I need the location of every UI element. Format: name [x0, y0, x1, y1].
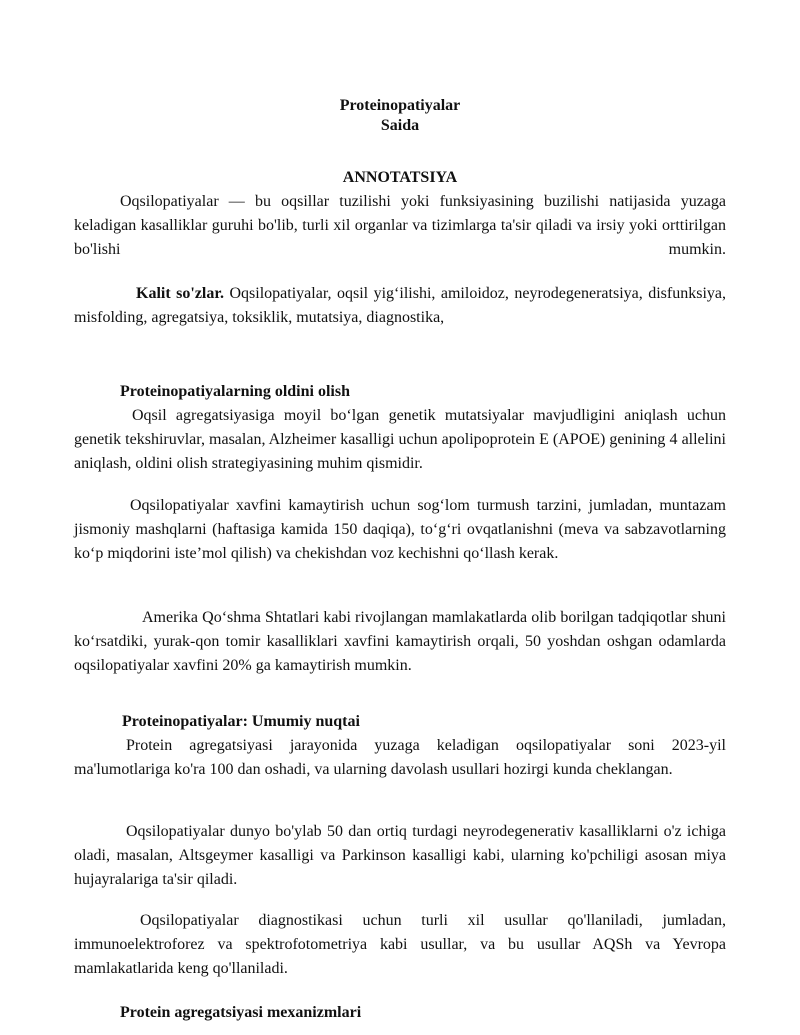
- paragraph-prevention-2: Oqsilopatiyalar xavfini kamaytirish uchun sog‘lom turmush tarzini, jumladan, muntazam jismoniy mashqlarni (haftasiga kamida 150 daqiqa), to‘g‘ri ovqatlanishni (meva va sabzavotlarning ko‘p miqdorini iste’mol qilish) va chekishdan voz kechishni qo‘llash kerak.: [74, 497, 726, 562]
- section-heading-overview: Proteinopatiyalar: Umumiy nuqtai: [122, 713, 360, 730]
- section-heading-mechanisms: Protein agregatsiyasi mexanizmlari: [120, 1004, 362, 1021]
- annotation-text: Oqsilopatiyalar — bu oqsillar tuzilishi yoki funksiyasining buzilishi natijasida yuzaga keladigan kasalliklar guruhi bo'lib, turli xil organlar va tizimlarga ta'sir qiladi va irsiy yoki orttirilgan bo'lishi mumkin.: [74, 193, 726, 258]
- author-name: Saida: [380, 117, 420, 134]
- document-title: Proteinopatiyalar: [339, 97, 461, 114]
- paragraph-overview-2: Oqsilopatiyalar dunyo bo'ylab 50 dan ortiq turdagi neyrodegenerativ kasalliklarni o'z ichiga oladi, masalan, Altsgeymer kasalligi va Parkinson kasalligi kabi, ularning ko'pchiligi asosan miya hujayralariga ta'sir qiladi.: [74, 823, 726, 888]
- paragraph-overview-3: Oqsilopatiyalar diagnostikasi uchun turli xil usullar qo'llaniladi, jumladan, immunoelektroforez va spektrofotometriya kabi usullar, va bu usullar AQSh va Yevropa mamlakatlarida keng qo'llaniladi.: [74, 912, 726, 977]
- keywords-label: Kalit so'zlar.: [136, 285, 225, 302]
- paragraph-prevention-3: Amerika Qo‘shma Shtatlari kabi rivojlangan mamlakatlarda olib borilgan tadqiqotlar shuni ko‘rsatdiki, yurak-qon tomir kasalliklari xavfini kamaytirish orqali, 50 yoshdan oshgan odamlarda oqsilopatiyalar xavfini 20% ga kamaytirish mumkin.: [74, 609, 726, 674]
- annotation-heading: ANNOTATSIYA: [342, 169, 458, 186]
- paragraph-overview-1: Protein agregatsiyasi jarayonida yuzaga keladigan oqsilopatiyalar soni 2023-yil ma'lumotlariga ko'ra 100 dan oshadi, va ularning davolash usullari hozirgi kunda cheklangan.: [74, 737, 726, 778]
- paragraph-prevention-1: Oqsil agregatsiyasiga moyil bo‘lgan genetik mutatsiyalar mavjudligini aniqlash uchun genetik tekshiruvlar, masalan, Alzheimer kasalligi uchun apolipoprotein E (APOE) genining 4 allelini aniqlash, oldini olish strategiyasining muhim qismidir.: [74, 407, 726, 472]
- keywords-text: Oqsilopatiyalar, oqsil yig‘ilishi, amiloidoz, neyrodegeneratsiya, disfunksiya, misfolding, agregatsiya, toksiklik, mutatsiya, diagnostika,: [74, 285, 727, 326]
- section-heading-prevention: Proteinopatiyalarning oldini olish: [120, 383, 350, 400]
- keywords-paragraph: [74, 282, 726, 330]
